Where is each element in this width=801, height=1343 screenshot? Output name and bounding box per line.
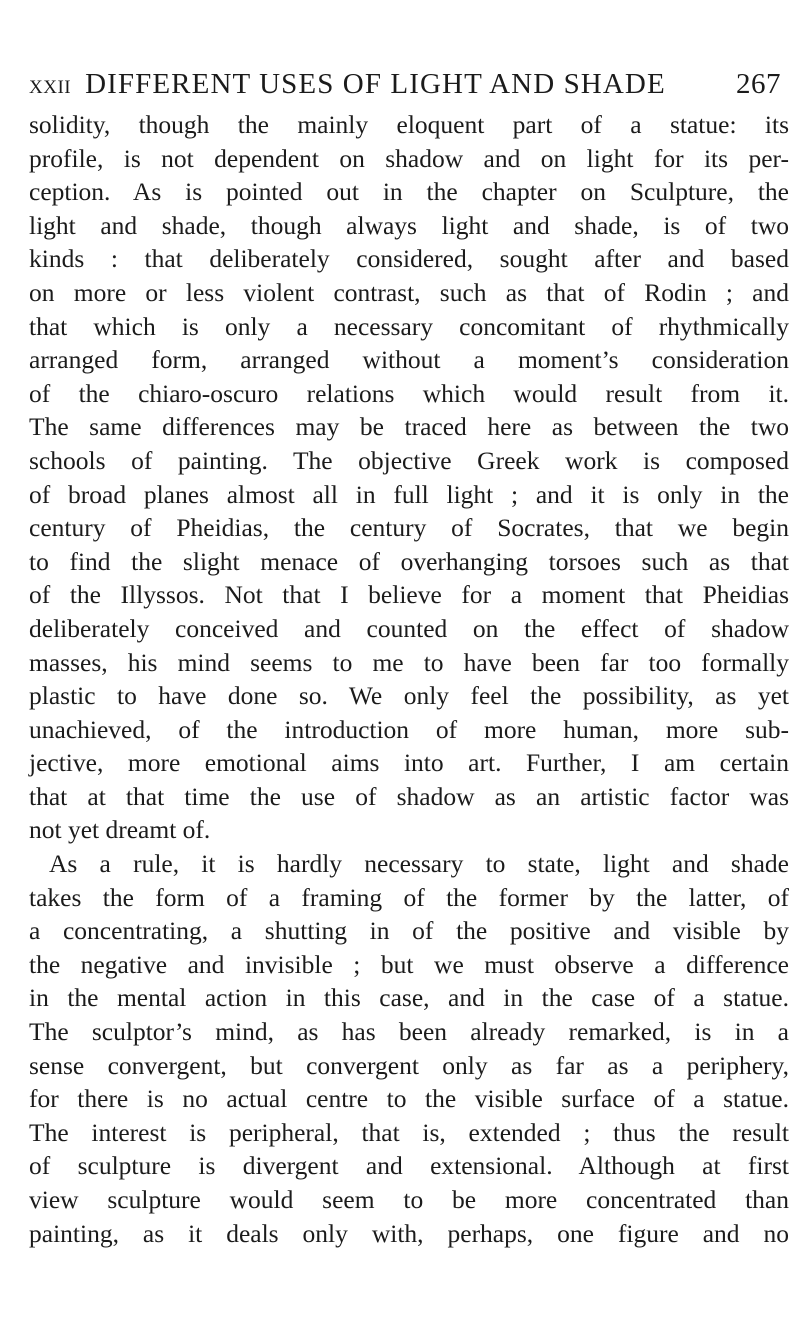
chapter-title: DIFFERENT USES OF LIGHT AND SHADE <box>85 68 666 100</box>
text-line: that at that time the use of shadow as an artistic factor was <box>29 781 789 811</box>
text-line: light and shade, though always light and shade, is of two <box>29 210 789 240</box>
text-line: a concentrating, a shutting in of the positive and visible by <box>29 916 789 946</box>
text-line: schools of painting. The objective Greek work is composed <box>29 445 789 475</box>
text-line: solidity, though the mainly eloquent part of a statue: its <box>29 110 789 139</box>
text-line: the negative and invisible ; but we must observe a difference <box>29 949 789 979</box>
text-line: for there is no actual centre to the visible surface of a statue. <box>29 1084 789 1114</box>
text-line: painting, as it deals only with, perhaps, one figure and no <box>29 1218 789 1248</box>
text-line: plastic to have done so. We only feel the possibility, as yet <box>29 681 789 711</box>
text-line: of the Illyssos. Not that I believe for a moment that Pheidias <box>29 580 789 610</box>
text-line: in the mental action in this case, and in the case of a statue. <box>29 983 789 1013</box>
text-line: of sculpture is divergent and extensional. Although at first <box>29 1151 789 1181</box>
text-line: deliberately conceived and counted on the effect of shadow <box>29 613 789 643</box>
text-line: sense convergent, but convergent only as far as a periphery, <box>29 1050 789 1080</box>
text-line: The same differences may be traced here as between the two <box>29 412 789 442</box>
text-line: ception. As is pointed out in the chapter on Sculpture, the <box>29 177 789 207</box>
page-number: 267 <box>736 68 781 100</box>
text-line: kinds : that deliberately considered, sought after and based <box>29 244 789 274</box>
text-line: takes the form of a framing of the former by the latter, of <box>29 882 789 912</box>
text-line: masses, his mind seems to me to have been far too formally <box>29 647 789 677</box>
text-line: jective, more emotional aims into art. Further, I am certain <box>29 748 789 778</box>
text-line: The interest is peripheral, that is, extended ; thus the result <box>29 1117 789 1147</box>
text-line: unachieved, of the introduction of more human, more sub- <box>29 714 789 744</box>
text-line: on more or less violent contrast, such as that of Rodin ; and <box>29 277 789 307</box>
text-line: of broad planes almost all in full light ; and it is only in the <box>29 479 789 509</box>
body-text <box>29 108 789 1250</box>
text-line: to find the slight menace of overhanging torsoes such as that <box>29 546 789 576</box>
text-line: century of Pheidias, the century of Socrates, that we begin <box>29 513 789 543</box>
paragraph-start-line: As a rule, it is hardly necessary to state, light and shade <box>49 849 789 879</box>
text-line: profile, is not dependent on shadow and on light for its per- <box>29 143 789 173</box>
paragraph-end-line: not yet dreamt of. <box>29 815 211 845</box>
running-head <box>29 68 781 104</box>
chapter-number: xxii <box>29 69 72 99</box>
text-line: The sculptor’s mind, as has been already remarked, is in a <box>29 1017 789 1047</box>
text-line: arranged form, arranged without a moment’s consideration <box>29 345 789 375</box>
text-line: of the chiaro-oscuro relations which would result from it. <box>29 378 789 408</box>
text-line: that which is only a necessary concomitant of rhythmically <box>29 311 789 341</box>
text-line: view sculpture would seem to be more concentrated than <box>29 1185 789 1214</box>
